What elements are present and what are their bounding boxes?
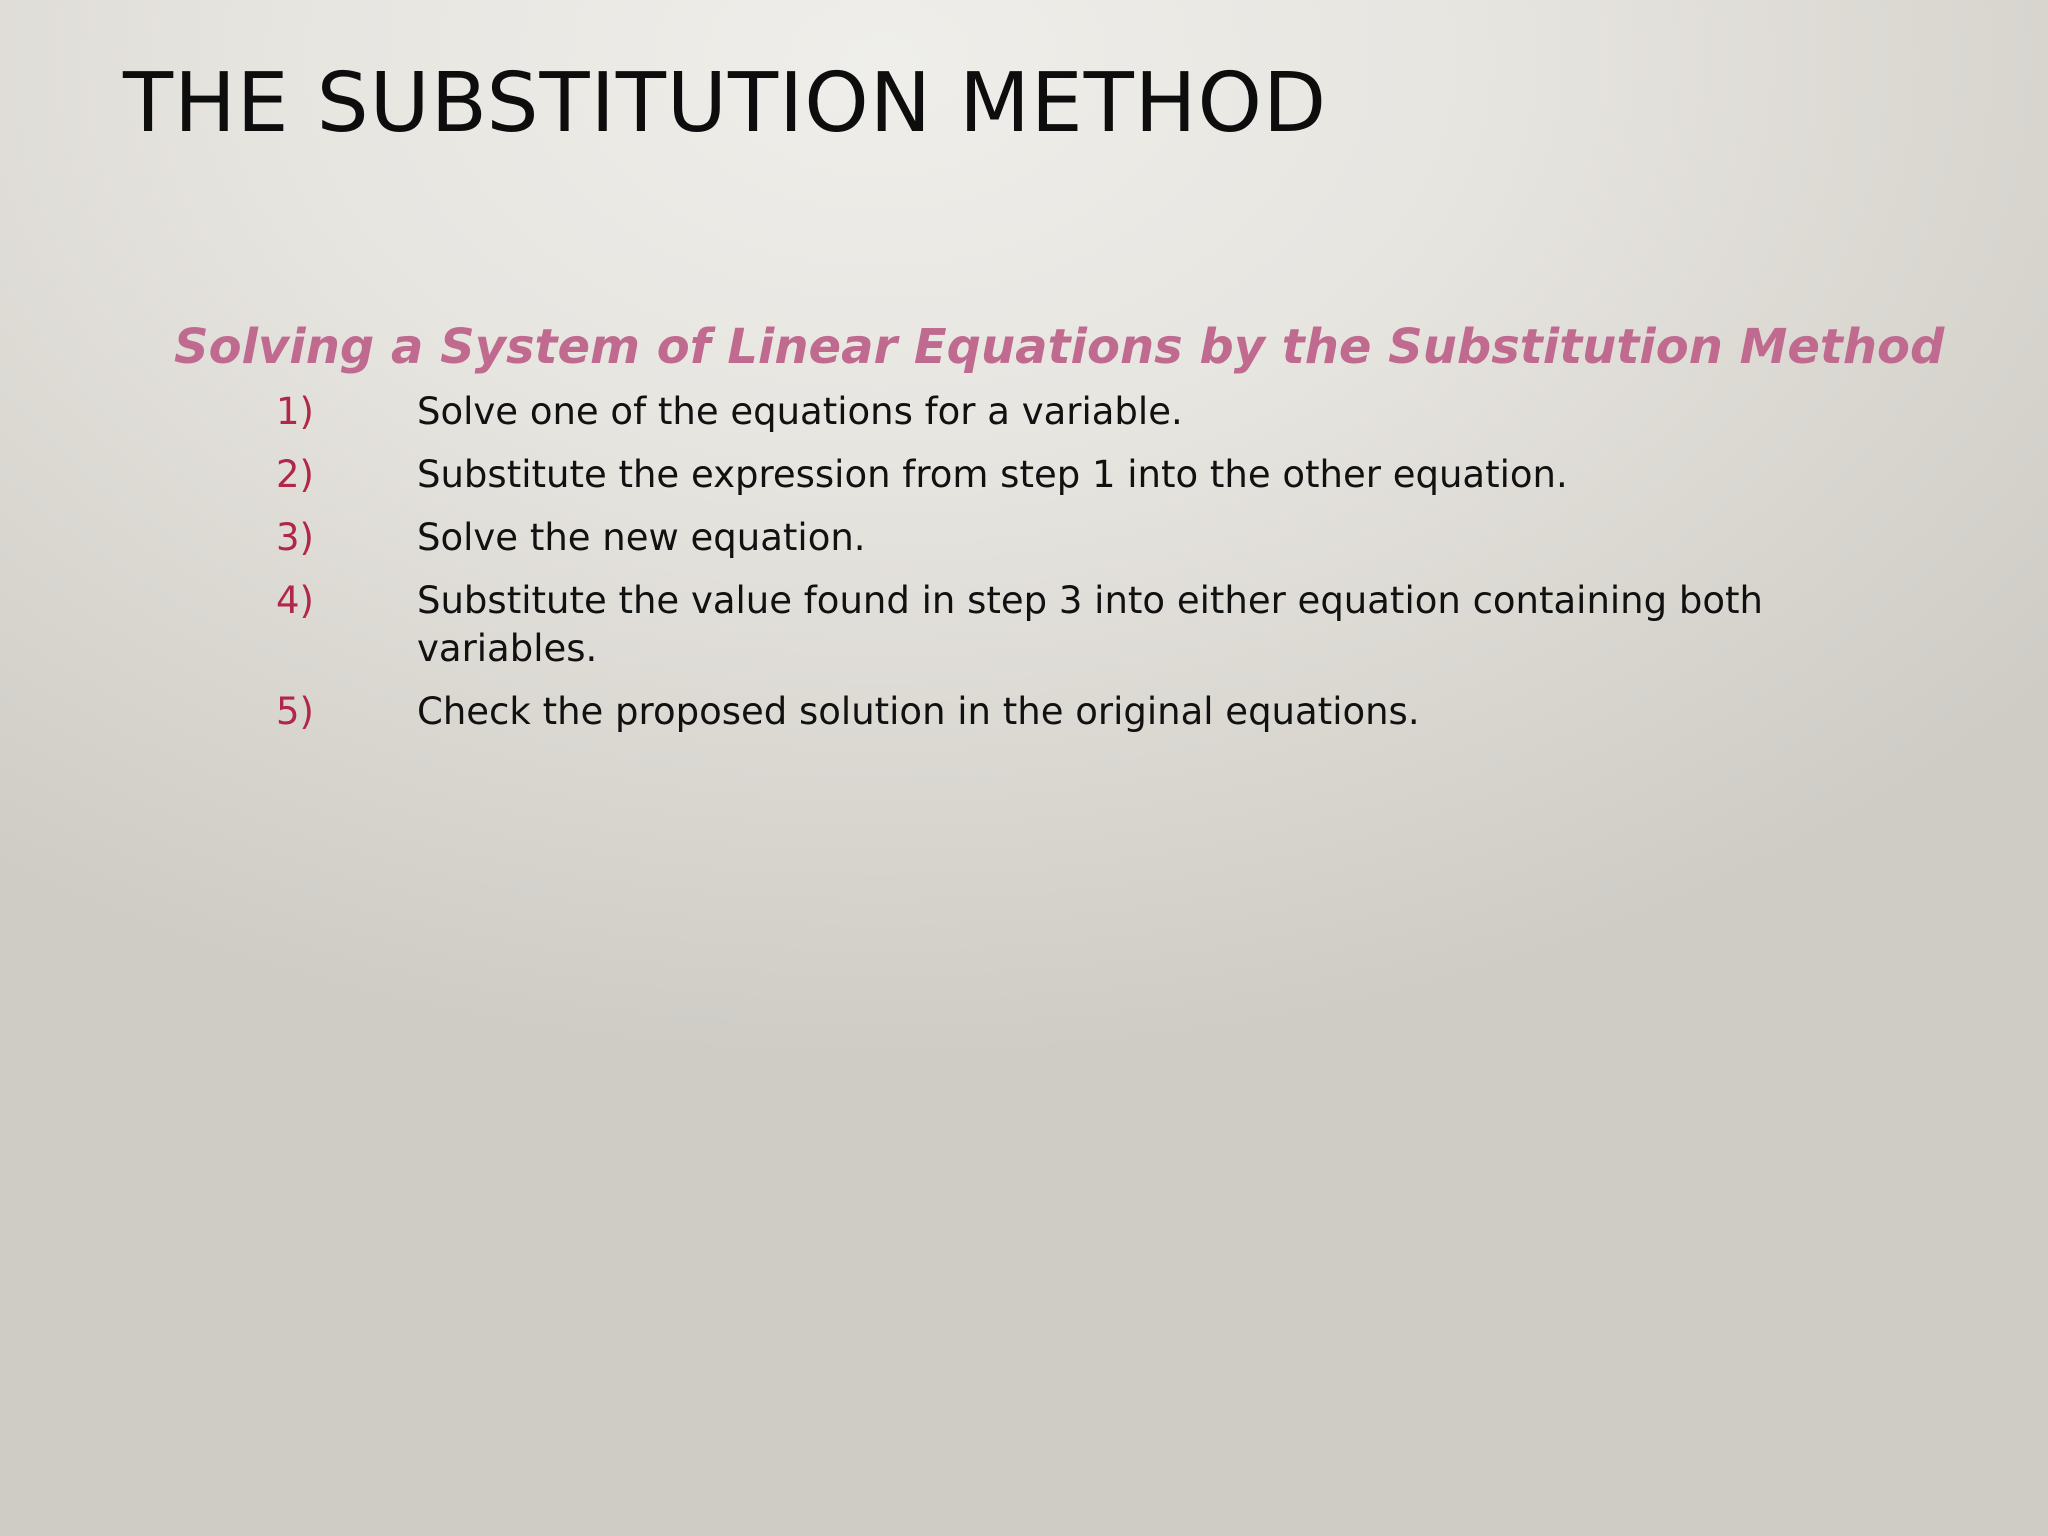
step-item — [0, 514, 2048, 562]
step-text: Solve one of the equations for a variable. — [417, 390, 1183, 433]
step-item — [0, 388, 2048, 436]
slide-title: THE SUBSTITUTION METHOD — [123, 56, 1328, 151]
slide-subtitle: Solving a System of Linear Equations by the Substitution Method — [174, 319, 1945, 375]
step-number: 3) — [276, 516, 314, 559]
step-text: Solve the new equation. — [417, 516, 866, 559]
steps-list — [0, 388, 2048, 751]
step-item — [0, 577, 2048, 673]
step-item — [0, 688, 2048, 736]
step-number: 4) — [276, 579, 314, 622]
step-text: Substitute the expression from step 1 into the other equation. — [417, 453, 1568, 496]
step-item — [0, 451, 2048, 499]
step-text: Check the proposed solution in the original equations. — [417, 690, 1420, 733]
step-number: 2) — [276, 453, 314, 496]
step-number: 1) — [276, 390, 314, 433]
step-text: Substitute the value found in step 3 into either equation containing both variables. — [417, 579, 1763, 670]
step-number: 5) — [276, 690, 314, 733]
